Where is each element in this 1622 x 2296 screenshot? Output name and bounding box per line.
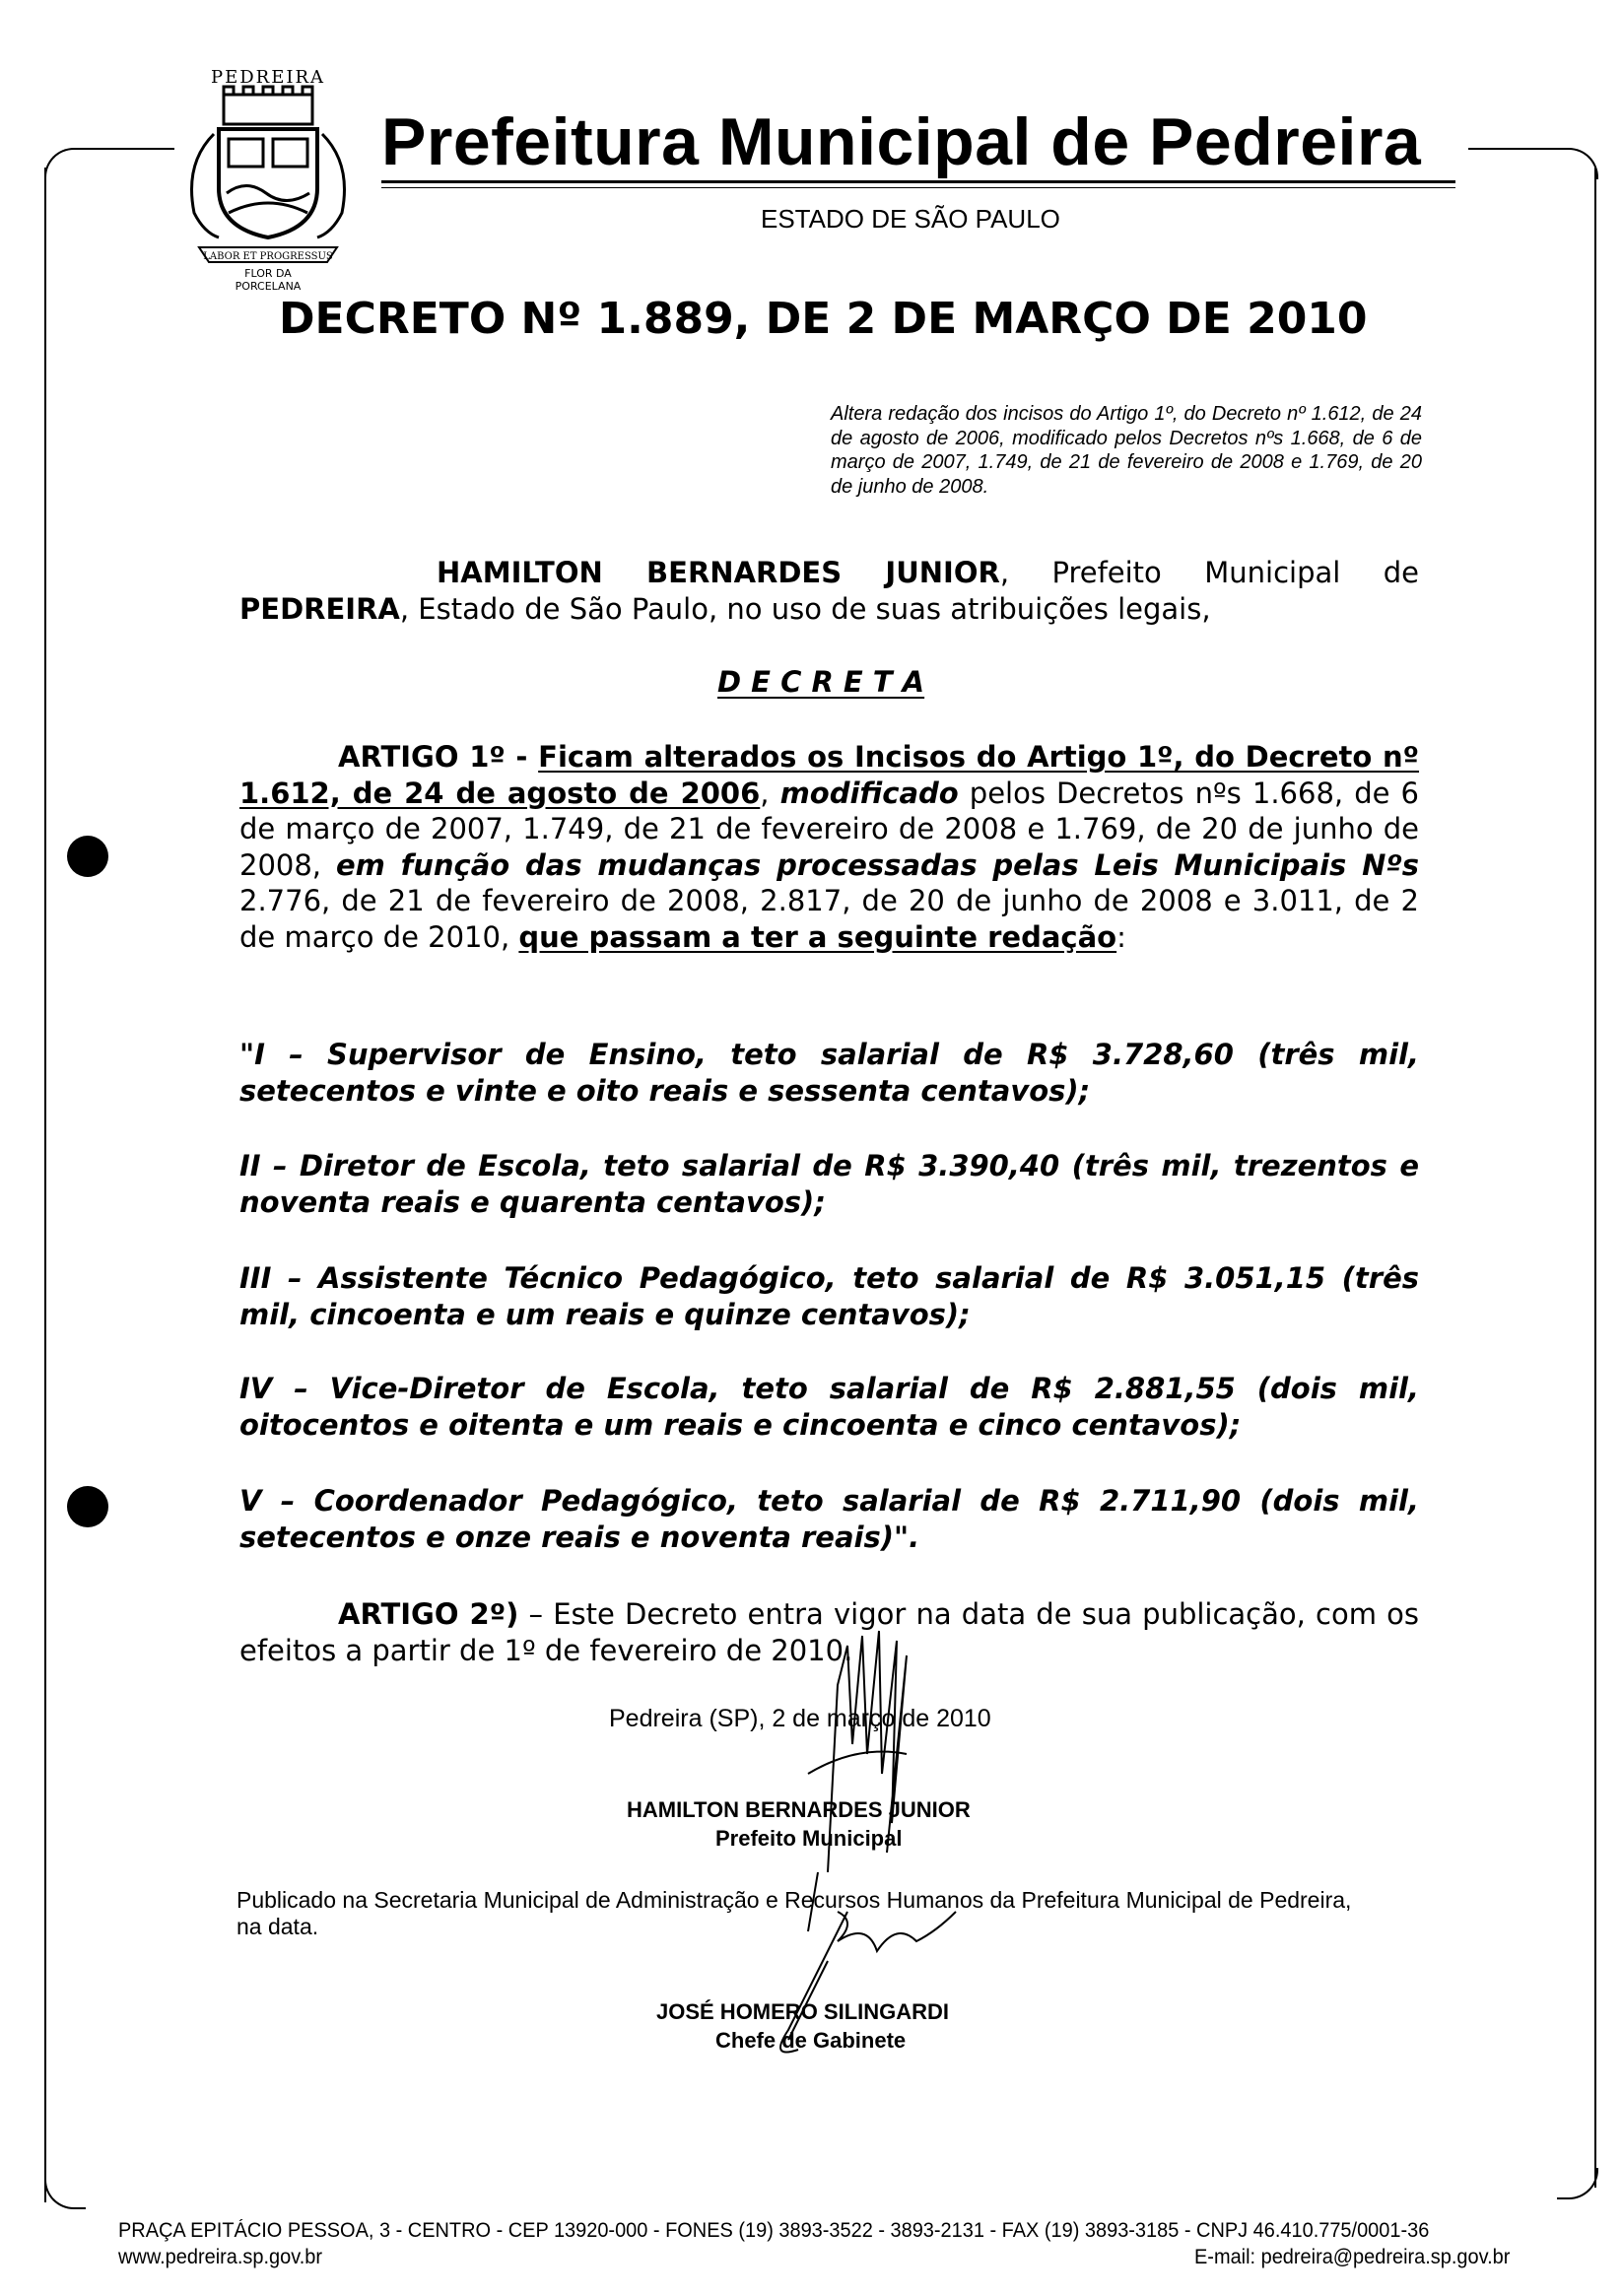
municipal-crest-logo [169, 65, 367, 302]
decree-summary: Altera redação dos incisos do Artigo 1º, do Decreto nº 1.612, de 24 de agosto de 2006, modificado pelos Decretos nºs 1.668, de 6 de março de 2007, 1.749, de 21 de fevereiro de 2008 e 1.769, de 20 de junho de 2008. [831, 403, 1422, 498]
inciso-i: "I – Supervisor de Ensino, teto salarial de R$ 3.728,60 (três mil, setecentos e vinte e oito reais e sessenta centavos); [239, 1038, 1419, 1108]
signer-1-role: Prefeito Municipal [715, 1826, 903, 1851]
decree-title: DECRETO Nº 1.889, DE 2 DE MARÇO DE 2010 [279, 294, 1368, 344]
signer-1-name: HAMILTON BERNARDES JUNIOR [627, 1797, 971, 1822]
inciso-iv: IV – Vice-Diretor de Escola, teto salarial de R$ 2.881,55 (dois mil, oitocentos e oitenta e um reais e cincoenta e cinco centavos); [239, 1372, 1419, 1442]
article-text: pelos Decretos nºs 1.668, de 6 de março de 2007, 1.749, de 21 de fevereiro de 2008 e 1.769, de 20 de junho de 2008, [239, 776, 1420, 882]
page-frame [44, 168, 46, 2202]
svg-text:LABOR ET PROGRESSUS: LABOR ET PROGRESSUS [203, 251, 333, 262]
inciso-ii: II – Diretor de Escola, teto salarial de R$ 3.390,40 (três mil, trezentos e noventa reais e quarenta centavos); [239, 1149, 1419, 1219]
page-frame [1594, 168, 1596, 2188]
preamble-text: , Estado de São Paulo, no uso de suas atribuições legais, [399, 591, 1211, 626]
article-1 [239, 739, 1419, 955]
divider [381, 180, 1455, 183]
city-name: PEDREIRA [239, 591, 400, 626]
svg-text:PORCELANA: PORCELANA [235, 280, 302, 293]
punch-hole [67, 836, 108, 877]
mayor-signature [769, 1626, 966, 1882]
publication-note: Publicado na Secretaria Municipal de Administração e Recursos Humanos da Prefeitura Municipal de Pedreira, na data. [237, 1887, 1352, 1939]
inciso-iii: III – Assistente Técnico Pedagógico, teto salarial de R$ 3.051,15 (três mil, cincoenta e um reais e quinze centavos); [239, 1261, 1419, 1331]
footer-email[interactable]: E-mail: pedreira@pedreira.sp.gov.br [1194, 2246, 1511, 2268]
preamble [239, 555, 1419, 627]
place-date: Pedreira (SP), 2 de março de 2010 [609, 1705, 991, 1732]
svg-text:PEDREIRA: PEDREIRA [210, 67, 326, 88]
article-text-underlined: que passam a ter a seguinte redação [518, 919, 1117, 954]
chief-of-staff-signature [710, 1853, 966, 2069]
article-text: – Este Decreto entra vigor na data de sua publicação, com os efeitos a partir de 1º de fevereiro de 2010. [239, 1597, 1419, 1667]
signer-2-name: JOSÉ HOMERO SILINGARDI [656, 1999, 950, 2024]
letterhead-state: ESTADO DE SÃO PAULO [761, 204, 1060, 234]
letterhead-title: Prefeitura Municipal de Pedreira [381, 104, 1422, 179]
page-frame [44, 148, 174, 179]
article-text-emphasis: em função das mudanças processadas pelas Leis Municipais Nºs [335, 847, 1419, 882]
page-frame [44, 2178, 86, 2209]
article-label: ARTIGO 2º) [338, 1597, 519, 1631]
signer-2-role: Chefe de Gabinete [715, 2028, 907, 2053]
page-frame [1557, 2168, 1598, 2199]
svg-text:FLOR DA: FLOR DA [244, 267, 292, 280]
divider [381, 187, 1455, 188]
page-frame [1468, 148, 1598, 179]
article-text-emphasis: modificado [779, 776, 959, 810]
footer-address: PRAÇA EPITÁCIO PESSOA, 3 - CENTRO - CEP 13920-000 - FONES (19) 3893-3522 - 3893-2131 - FAX (19) 3893-3185 - CNPJ 46.410.775/0001-36 [118, 2219, 1430, 2242]
inciso-v: V – Coordenador Pedagógico, teto salarial de R$ 2.711,90 (dois mil, setecentos e onze reais e noventa reais)". [239, 1484, 1419, 1554]
article-text: : [1116, 919, 1126, 954]
article-text-underlined: Ficam alterados os Incisos do Artigo 1º, do Decreto nº 1.612, de 24 de agosto de 2006 [239, 740, 1420, 810]
preamble-text: , Prefeito Municipal de [999, 556, 1419, 589]
punch-hole [67, 1486, 108, 1527]
decreta-heading: D E C R E T A [717, 665, 925, 699]
article-text: , [760, 776, 780, 810]
mayor-name: HAMILTON BERNARDES JUNIOR [437, 556, 1000, 589]
article-text: 2.776, de 21 de fevereiro de 2008, 2.817, de 20 de junho de 2008 e 3.011, de 2 de março de 2010, [239, 884, 1419, 954]
article-label: ARTIGO 1º - [338, 740, 539, 774]
footer-website[interactable]: www.pedreira.sp.gov.br [118, 2246, 322, 2268]
